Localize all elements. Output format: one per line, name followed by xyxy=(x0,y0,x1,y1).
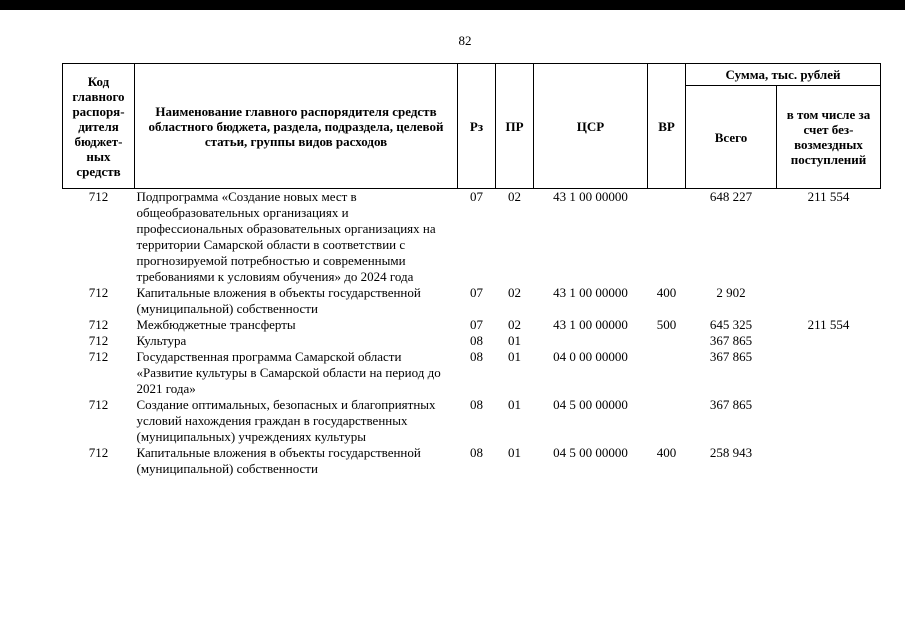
cell-code: 712 xyxy=(88,317,109,332)
table-row xyxy=(63,333,881,349)
header-incl: в том числе за счет без-возмездных поступлений xyxy=(777,86,881,189)
cell-csr: 43 1 00 00000 xyxy=(553,189,628,204)
cell-incl: 211 554 xyxy=(807,189,850,204)
cell-pr: 02 xyxy=(508,189,521,204)
cell-rz: 07 xyxy=(470,189,483,204)
cell-code: 712 xyxy=(88,189,109,204)
cell-pr: 01 xyxy=(508,445,521,460)
cell-vr xyxy=(648,349,686,397)
header-name: Наименование главного распорядителя средств областного бюджета, раздела, подраздела, целевой статьи, группы видов расходов xyxy=(135,64,458,189)
cell-vr xyxy=(648,333,686,349)
top-border-bar xyxy=(0,0,905,10)
header-pr: ПР xyxy=(496,64,534,189)
table-row xyxy=(63,317,881,333)
cell-pr: 02 xyxy=(508,285,521,300)
cell-pr: 01 xyxy=(508,349,521,364)
cell-csr: 04 5 00 00000 xyxy=(553,445,628,460)
table-row xyxy=(63,445,881,477)
table-row xyxy=(63,397,881,445)
cell-csr: 04 0 00 00000 xyxy=(553,349,628,364)
cell-incl xyxy=(777,333,881,349)
cell-incl xyxy=(777,397,881,445)
cell-total: 2 902 xyxy=(716,285,746,300)
cell-name: Создание оптимальных, безопасных и благоприятных условий нахождения граждан в государственных (муниципальных) учреждениях культуры xyxy=(136,397,436,444)
cell-rz: 07 xyxy=(470,317,483,332)
cell-rz: 07 xyxy=(470,285,483,300)
cell-incl: 211 554 xyxy=(807,317,850,332)
cell-pr: 01 xyxy=(508,397,521,412)
cell-csr: 04 5 00 00000 xyxy=(553,397,628,412)
cell-total: 367 865 xyxy=(709,333,753,348)
cell-total: 367 865 xyxy=(709,349,753,364)
header-total: Всего xyxy=(686,86,777,189)
cell-rz: 08 xyxy=(470,349,483,364)
cell-total: 648 227 xyxy=(709,189,753,204)
table-row xyxy=(63,189,881,286)
cell-name: Капитальные вложения в объекты государственной (муниципальной) собственности xyxy=(136,445,421,476)
cell-incl xyxy=(777,349,881,397)
cell-code: 712 xyxy=(88,445,109,460)
table-row xyxy=(63,349,881,397)
cell-code: 712 xyxy=(88,333,109,348)
header-csr: ЦСР xyxy=(534,64,648,189)
header-rz: Рз xyxy=(458,64,496,189)
header-sum: Сумма, тыс. рублей xyxy=(686,64,881,86)
cell-vr: 400 xyxy=(656,445,677,460)
cell-pr: 01 xyxy=(508,333,521,348)
cell-pr: 02 xyxy=(508,317,521,332)
cell-name: Межбюджетные трансферты xyxy=(136,317,296,332)
cell-csr: 43 1 00 00000 xyxy=(553,285,628,300)
cell-vr xyxy=(648,189,686,286)
cell-rz: 08 xyxy=(470,333,483,348)
table-row xyxy=(63,285,881,317)
table-header xyxy=(63,64,881,189)
cell-vr: 500 xyxy=(656,317,677,332)
header-code: Код главного распоря-дителя бюджет-ных средств xyxy=(63,64,135,189)
cell-total: 258 943 xyxy=(709,445,753,460)
cell-vr: 400 xyxy=(656,285,677,300)
cell-code: 712 xyxy=(88,397,109,412)
cell-csr xyxy=(534,333,648,349)
cell-name: Капитальные вложения в объекты государственной (муниципальной) собственности xyxy=(136,285,421,316)
cell-total: 645 325 xyxy=(709,317,753,332)
cell-code: 712 xyxy=(88,285,109,300)
header-vr: ВР xyxy=(648,64,686,189)
cell-incl xyxy=(777,445,881,477)
cell-name: Государственная программа Самарской области «Развитие культуры в Самарской области на период до 2021 года» xyxy=(136,349,441,396)
cell-rz: 08 xyxy=(470,445,483,460)
cell-rz: 08 xyxy=(470,397,483,412)
cell-code: 712 xyxy=(88,349,109,364)
cell-name: Подпрограмма «Создание новых мест в общеобразовательных организациях и профессиональных образовательных организациях на территории Самарской области в соответствии с прогнозируемой потребностью и современными требованиями к условиям обучения» до 2024 года xyxy=(136,189,436,284)
cell-total: 367 865 xyxy=(709,397,753,412)
page-number: 82 xyxy=(458,33,472,48)
cell-vr xyxy=(648,397,686,445)
table-body xyxy=(63,189,881,478)
cell-csr: 43 1 00 00000 xyxy=(553,317,628,332)
cell-name: Культура xyxy=(136,333,187,348)
budget-table xyxy=(62,63,881,477)
cell-incl xyxy=(777,285,881,317)
